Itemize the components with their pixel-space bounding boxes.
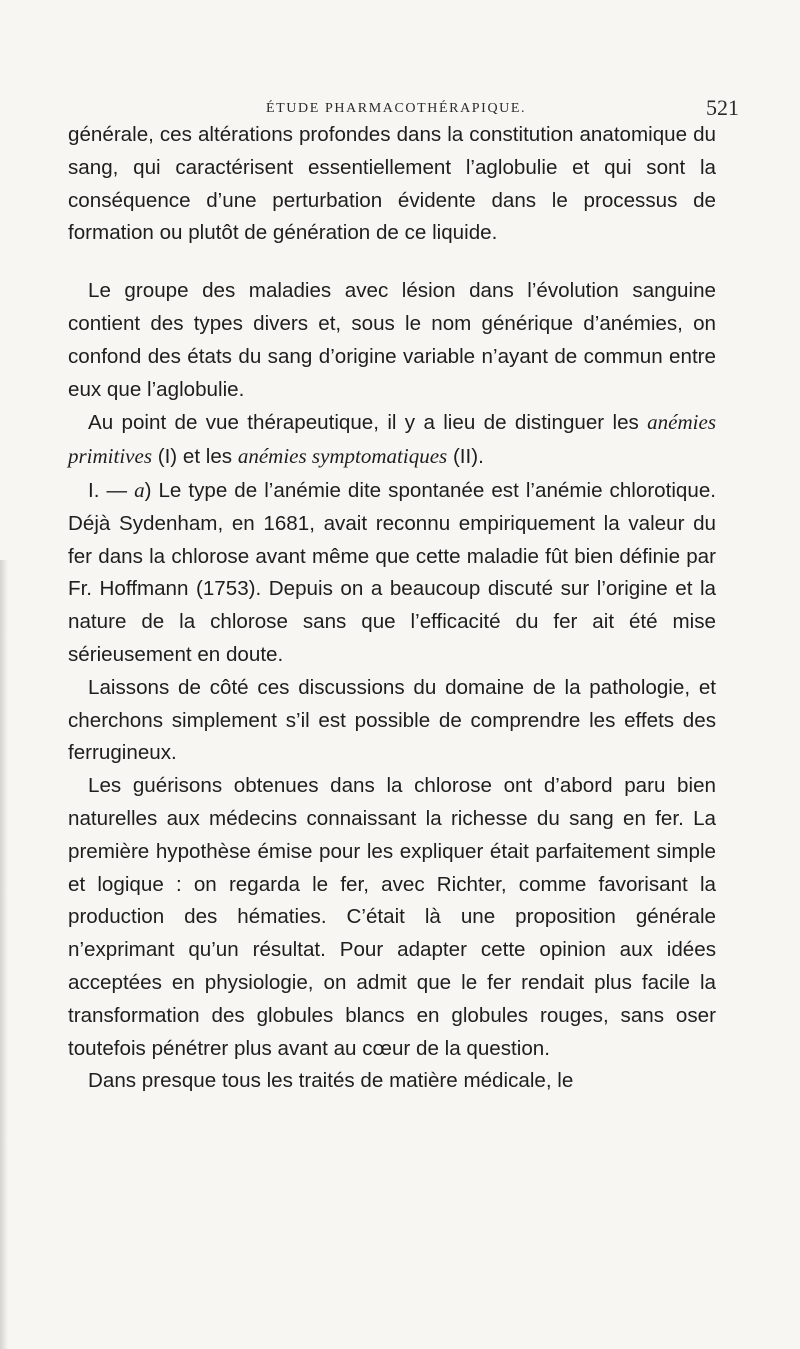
paragraph-6: Les guérisons obtenues dans la chlorose ont d’abord paru bien naturelles aux médecins connaissant la richesse du sang en fer. La première hypothèse émise pour les expliquer était parfaitement simple et logique : on regarda le fer, avec Richter, comme favorisant la production des hématies. C’était là une proposition générale n’exprimant qu’un résultat. Pour adapter cette opinion aux idées acceptées en physiologie, on admit que le fer rendait plus facile la transformation des globules blancs en globules rouges, sans oser toutefois pénétrer plus avant au cœur de la question. (68, 774, 716, 1060)
paragraph-4 (68, 474, 716, 672)
term-anemies-primitives: anémies primitives (68, 410, 716, 469)
term-anemies-symptomatiques: anémies symptomatiques (237, 444, 448, 469)
body-text (68, 119, 716, 1098)
page-number: 521 (706, 95, 739, 120)
page-edge-shadow (0, 560, 8, 1349)
paragraph-5: Laissons de côté ces discussions du domaine de la pathologie, et cherchons simplement s’il est possible de comprendre les effets des ferrugineux. (68, 675, 716, 765)
paragraph-3-text-middle: (I) et les (152, 445, 238, 469)
paragraph-2: Le groupe des maladies avec lésion dans l’évolution sanguine contient des types divers et, sous le nom générique d’anémies, on confond des états du sang d’origine variable n’ayant de commun entre eux que l’aglobulie. (68, 279, 716, 401)
paragraph-1: générale, ces altérations profondes dans la constitution anatomique du sang, qui caractérisent essentiellement l’aglobulie et qui sont la conséquence d’une perturbation évidente dans le processus de formation ou plutôt de génération de ce liquide. (68, 123, 716, 245)
running-header (0, 95, 800, 121)
paragraph-4-text: ) Le type de l’anémie dite spontanée est l’anémie chlorotique. Déjà Sydenham, en 1681, avait reconnu empiriquement la valeur du fer dans la chlorose avant même que cette maladie fût bien définie par Fr. Hoffmann (1753). Depuis on a beaucoup discuté sur l’origine et la nature de la chlorose sans que l’efficacité du fer ait été mise sérieusement en doute. (68, 478, 717, 666)
paragraph-7: Dans presque tous les traités de matière médicale, le (88, 1069, 574, 1093)
paragraph-3-text-start: Au point de vue thérapeutique, il y a lieu de distinguer les (88, 411, 648, 435)
running-title: ÉTUDE PHARMACOTHÉRAPIQUE. (266, 101, 527, 116)
paragraph-3 (68, 406, 716, 474)
paragraph-4-subsection-marker: a (134, 477, 145, 502)
paragraph-3-text-end: (II). (447, 445, 484, 469)
paragraph-4-section-label: I. — (88, 478, 135, 502)
